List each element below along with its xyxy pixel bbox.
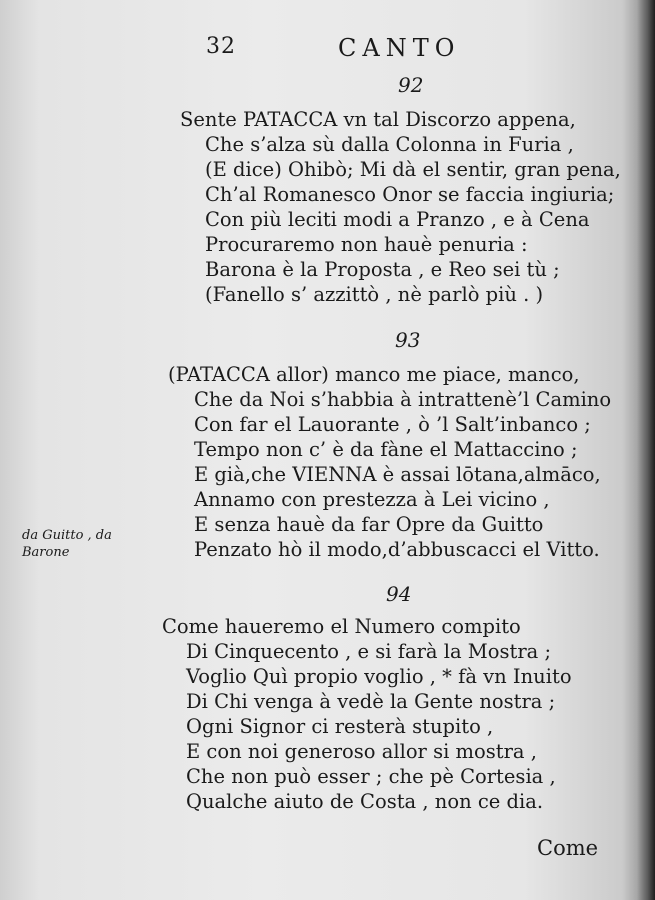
verse-line: Procuraremo non hauè penuria : [205, 233, 528, 256]
page-header [0, 32, 655, 62]
verse-line: Annamo con prestezza à Lei vicino , [194, 488, 550, 511]
verse-line: Voglio Quì propio voglio , * fà vn Inuito [186, 665, 572, 688]
verse-line: (PATACCA allor) manco me piace, manco, [168, 363, 580, 386]
verse-line: Ch’al Romanesco Onor se faccia ingiuria; [205, 183, 615, 206]
verse-line: Di Cinquecento , e si farà la Mostra ; [186, 640, 552, 663]
marginal-note [22, 527, 112, 561]
verse-line: Con far el Lauorante , ò ’l Salt’inbanco ; [194, 413, 591, 436]
verse-line: Penzato hò il modo,d’abbuscacci el Vitto. [194, 538, 600, 561]
gutter-shadow [637, 0, 655, 900]
stanza-92 [180, 107, 621, 307]
catchword: Come [537, 836, 599, 860]
marginal-note-line: da Guitto , da [22, 528, 112, 543]
verse-line: E senza hauè da far Opre da Guitto [194, 513, 544, 536]
stanza-93 [168, 362, 611, 562]
stanza-number: 94 [386, 582, 412, 606]
running-title: CANTO [338, 34, 461, 62]
verse-line: (Fanello s’ azzittò , nè parlò più . ) [205, 283, 544, 306]
verse-line: Che non può esser ; che pè Cortesia , [186, 765, 556, 788]
verse-line: Che da Noi s’habbia à intrattenè’l Camino [194, 388, 612, 411]
verse-line: Come haueremo el Numero compito [162, 615, 521, 638]
verse-line: Sente PATACCA vn tal Discorzo appena, [180, 108, 576, 131]
verse-line: Ogni Signor ci resterà stupito , [186, 715, 494, 738]
page-number: 32 [206, 34, 236, 59]
verse-line: Che s’alza sù dalla Colonna in Furia , [205, 133, 574, 156]
stanza-94 [162, 614, 572, 814]
verse-line: (E dice) Ohibò; Mi dà el sentir, gran pena, [205, 158, 621, 181]
verse-line: Di Chi venga à vedè la Gente nostra ; [186, 690, 556, 713]
verse-line: Tempo non c’ è da fàne el Mattaccino ; [194, 438, 578, 461]
verse-line: Qualche aiuto de Costa , non ce dia. [186, 790, 544, 813]
verse-line: Con più leciti modi a Pranzo , e à Cena [205, 208, 590, 231]
marginal-note-line: Barone [22, 545, 70, 560]
verse-line: Barona è la Proposta , e Reo sei tù ; [205, 258, 560, 281]
verse-line: E già,che VIENNA è assai lōtana,almāco, [194, 463, 601, 486]
stanza-number: 93 [395, 328, 421, 352]
stanza-number: 92 [398, 73, 424, 97]
verse-line: E con noi generoso allor si mostra , [186, 740, 537, 763]
